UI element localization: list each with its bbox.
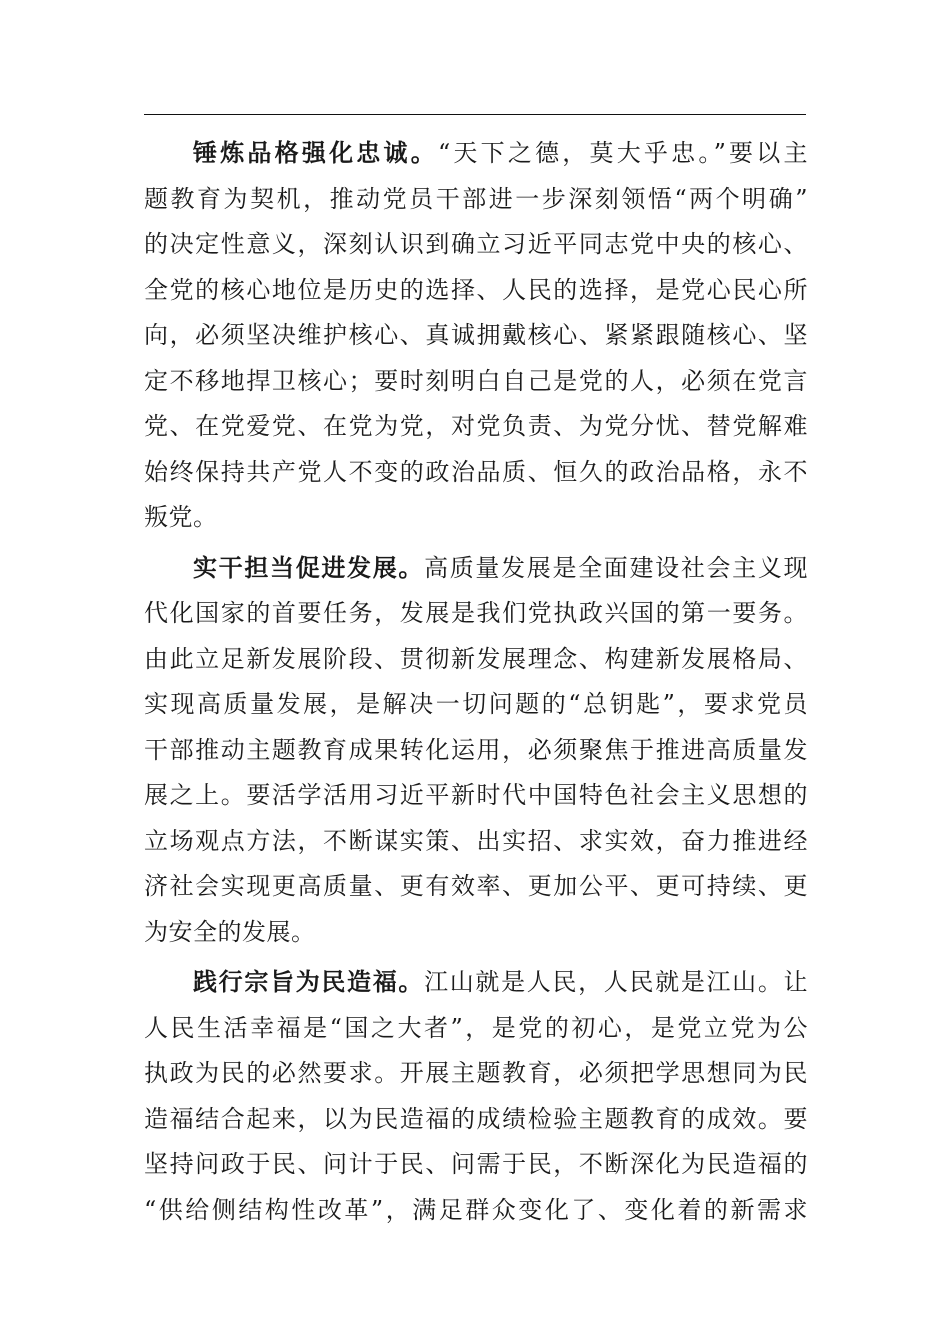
paragraph-line: 由此立足新发展阶段、贯彻新发展理念、构建新发展格局、 [144,644,808,673]
paragraph-line: 题教育为契机，推动党员干部进一步深刻领悟“两个明确” [144,184,808,213]
paragraph-line: 干部推动主题教育成果转化运用，必须聚焦于推进高质量发 [144,735,808,764]
paragraph-line: 始终保持共产党人不变的政治品质、恒久的政治品格，永不 [144,457,808,486]
paragraph-line: “供给侧结构性改革”，满足群众变化了、变化着的新需求 [144,1195,808,1224]
paragraph-people [144,960,808,1233]
paragraph-heading: 实干担当促进发展。 [193,553,425,582]
paragraph-heading: 锤炼品格强化忠诚。 [193,139,438,167]
line-text: “天下之德，莫大乎忠。”要以主 [437,139,808,167]
paragraph-line: 执政为民的必然要求。开展主题教育，必须把学思想同为民 [144,1059,808,1087]
paragraph-line: 坚持问政于民、问计于民、问需于民，不断深化为民造福的 [144,1150,808,1178]
paragraph-line: 定不移地捍卫核心；要时刻明白自己是党的人，必须在党言 [144,366,808,395]
paragraph-line: 代化国家的首要任务，发展是我们党执政兴国的第一要务。 [144,599,808,627]
paragraph-last-line: 为安全的发展。 [144,917,316,946]
paragraph-heading: 践行宗旨为民造福。 [193,968,425,996]
paragraph-first-line [144,546,808,592]
paragraph-line: 实现高质量发展，是解决一切问题的“总钥匙”，要求党员 [144,690,808,718]
paragraph-line: 济社会实现更高质量、更有效率、更加公平、更可持续、更 [144,872,808,900]
paragraph-line: 立场观点方法，不断谋实策、出实招、求实效，奋力推进经 [144,826,808,855]
paragraph-line: 向，必须坚决维护核心、真诚拥戴核心、紧紧跟随核心、坚 [144,321,808,349]
paragraph-line: 的决定性意义，深刻认识到确立习近平同志党中央的核心、 [144,230,808,258]
paragraph-line: 人民生活幸福是“国之大者”，是党的初心，是党立党为公 [144,1013,808,1042]
paragraph-last-line: 叛党。 [144,503,218,531]
paragraph-development [144,546,808,956]
paragraph-line: 党、在党爱党、在党为党，对党负责、为党分忧、替党解难 [144,412,808,440]
paragraph-first-line [144,960,808,1006]
header-rule [144,114,806,115]
paragraph-line: 造福结合起来，以为民造福的成绩检验主题教育的成效。要 [144,1104,808,1133]
paragraph-line: 全党的核心地位是历史的选择、人民的选择，是党心民心所 [144,275,808,304]
paragraph-first-line [144,131,808,177]
body-text [144,131,808,1233]
line-text: 高质量发展是全面建设社会主义现 [424,553,808,582]
paragraph-loyalty [144,131,808,541]
paragraph-line: 展之上。要活学活用习近平新时代中国特色社会主义思想的 [144,781,808,809]
line-text: 江山就是人民，人民就是江山。让 [424,968,808,996]
